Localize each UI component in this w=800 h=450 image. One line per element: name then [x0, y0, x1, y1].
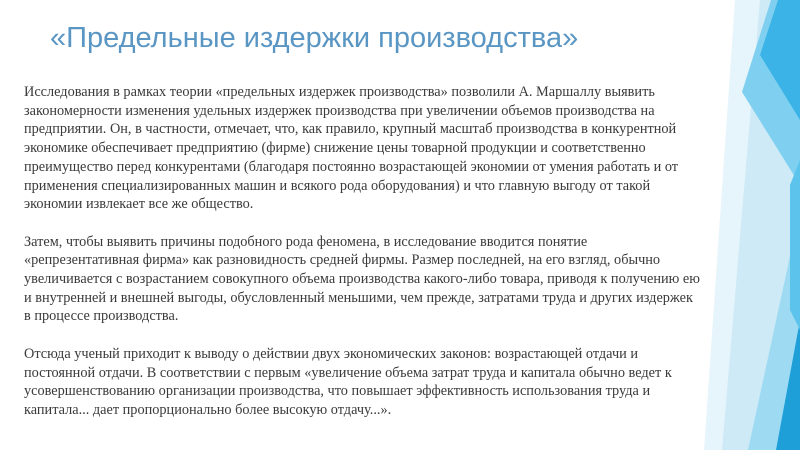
deco-shape-right-band [790, 160, 800, 330]
slide-body [24, 83, 700, 420]
paragraph: Отсюда ученый приходит к выводу о действии двух экономических законов: возрастающей отдачи и постоянной отдачи. В соответствии с первым «увеличение объема затрат труда и капитала обычно ведет к усовершенствованию организации производства, что повышает эффективность использования труда и капитала... дает пропорционально более высокую отдачу...». [24, 345, 672, 418]
paragraph: Исследования в рамках теории «предельных издержек производства» позволили А. Маршаллу выявить закономерности изменения удельных издержек производства при увеличении объемов производства на предприятии. Он, в частности, отмечает, что, как правило, крупный масштаб производства в конкурентной экономике обеспечивает предприятию (фирме) снижение цены товарной продукции и соответственно преимущество перед конкурентами (благодаря постоянно возрастающей экономии от умения работать и от применения специализированных машин и всякого рода оборудования) и что главную выгоду от такой экономии извлекает все же общество. [24, 84, 679, 213]
slide-title: «Предельные издержки производства» [50, 22, 579, 54]
paragraph: Затем, чтобы выявить причины подобного рода феномена, в исследование вводится понятие «репрезентативная фирма» как разновидность средней фирмы. Размер последней, на его взгляд, обычно увеличивается с возрастанием совокупного объема производства какого-либо товара, приводя к получению ею и внутренней и внешней выгоды, обусловленный меньшими, чем прежде, затратами труда и других издержек в процессе производства. [24, 233, 700, 325]
